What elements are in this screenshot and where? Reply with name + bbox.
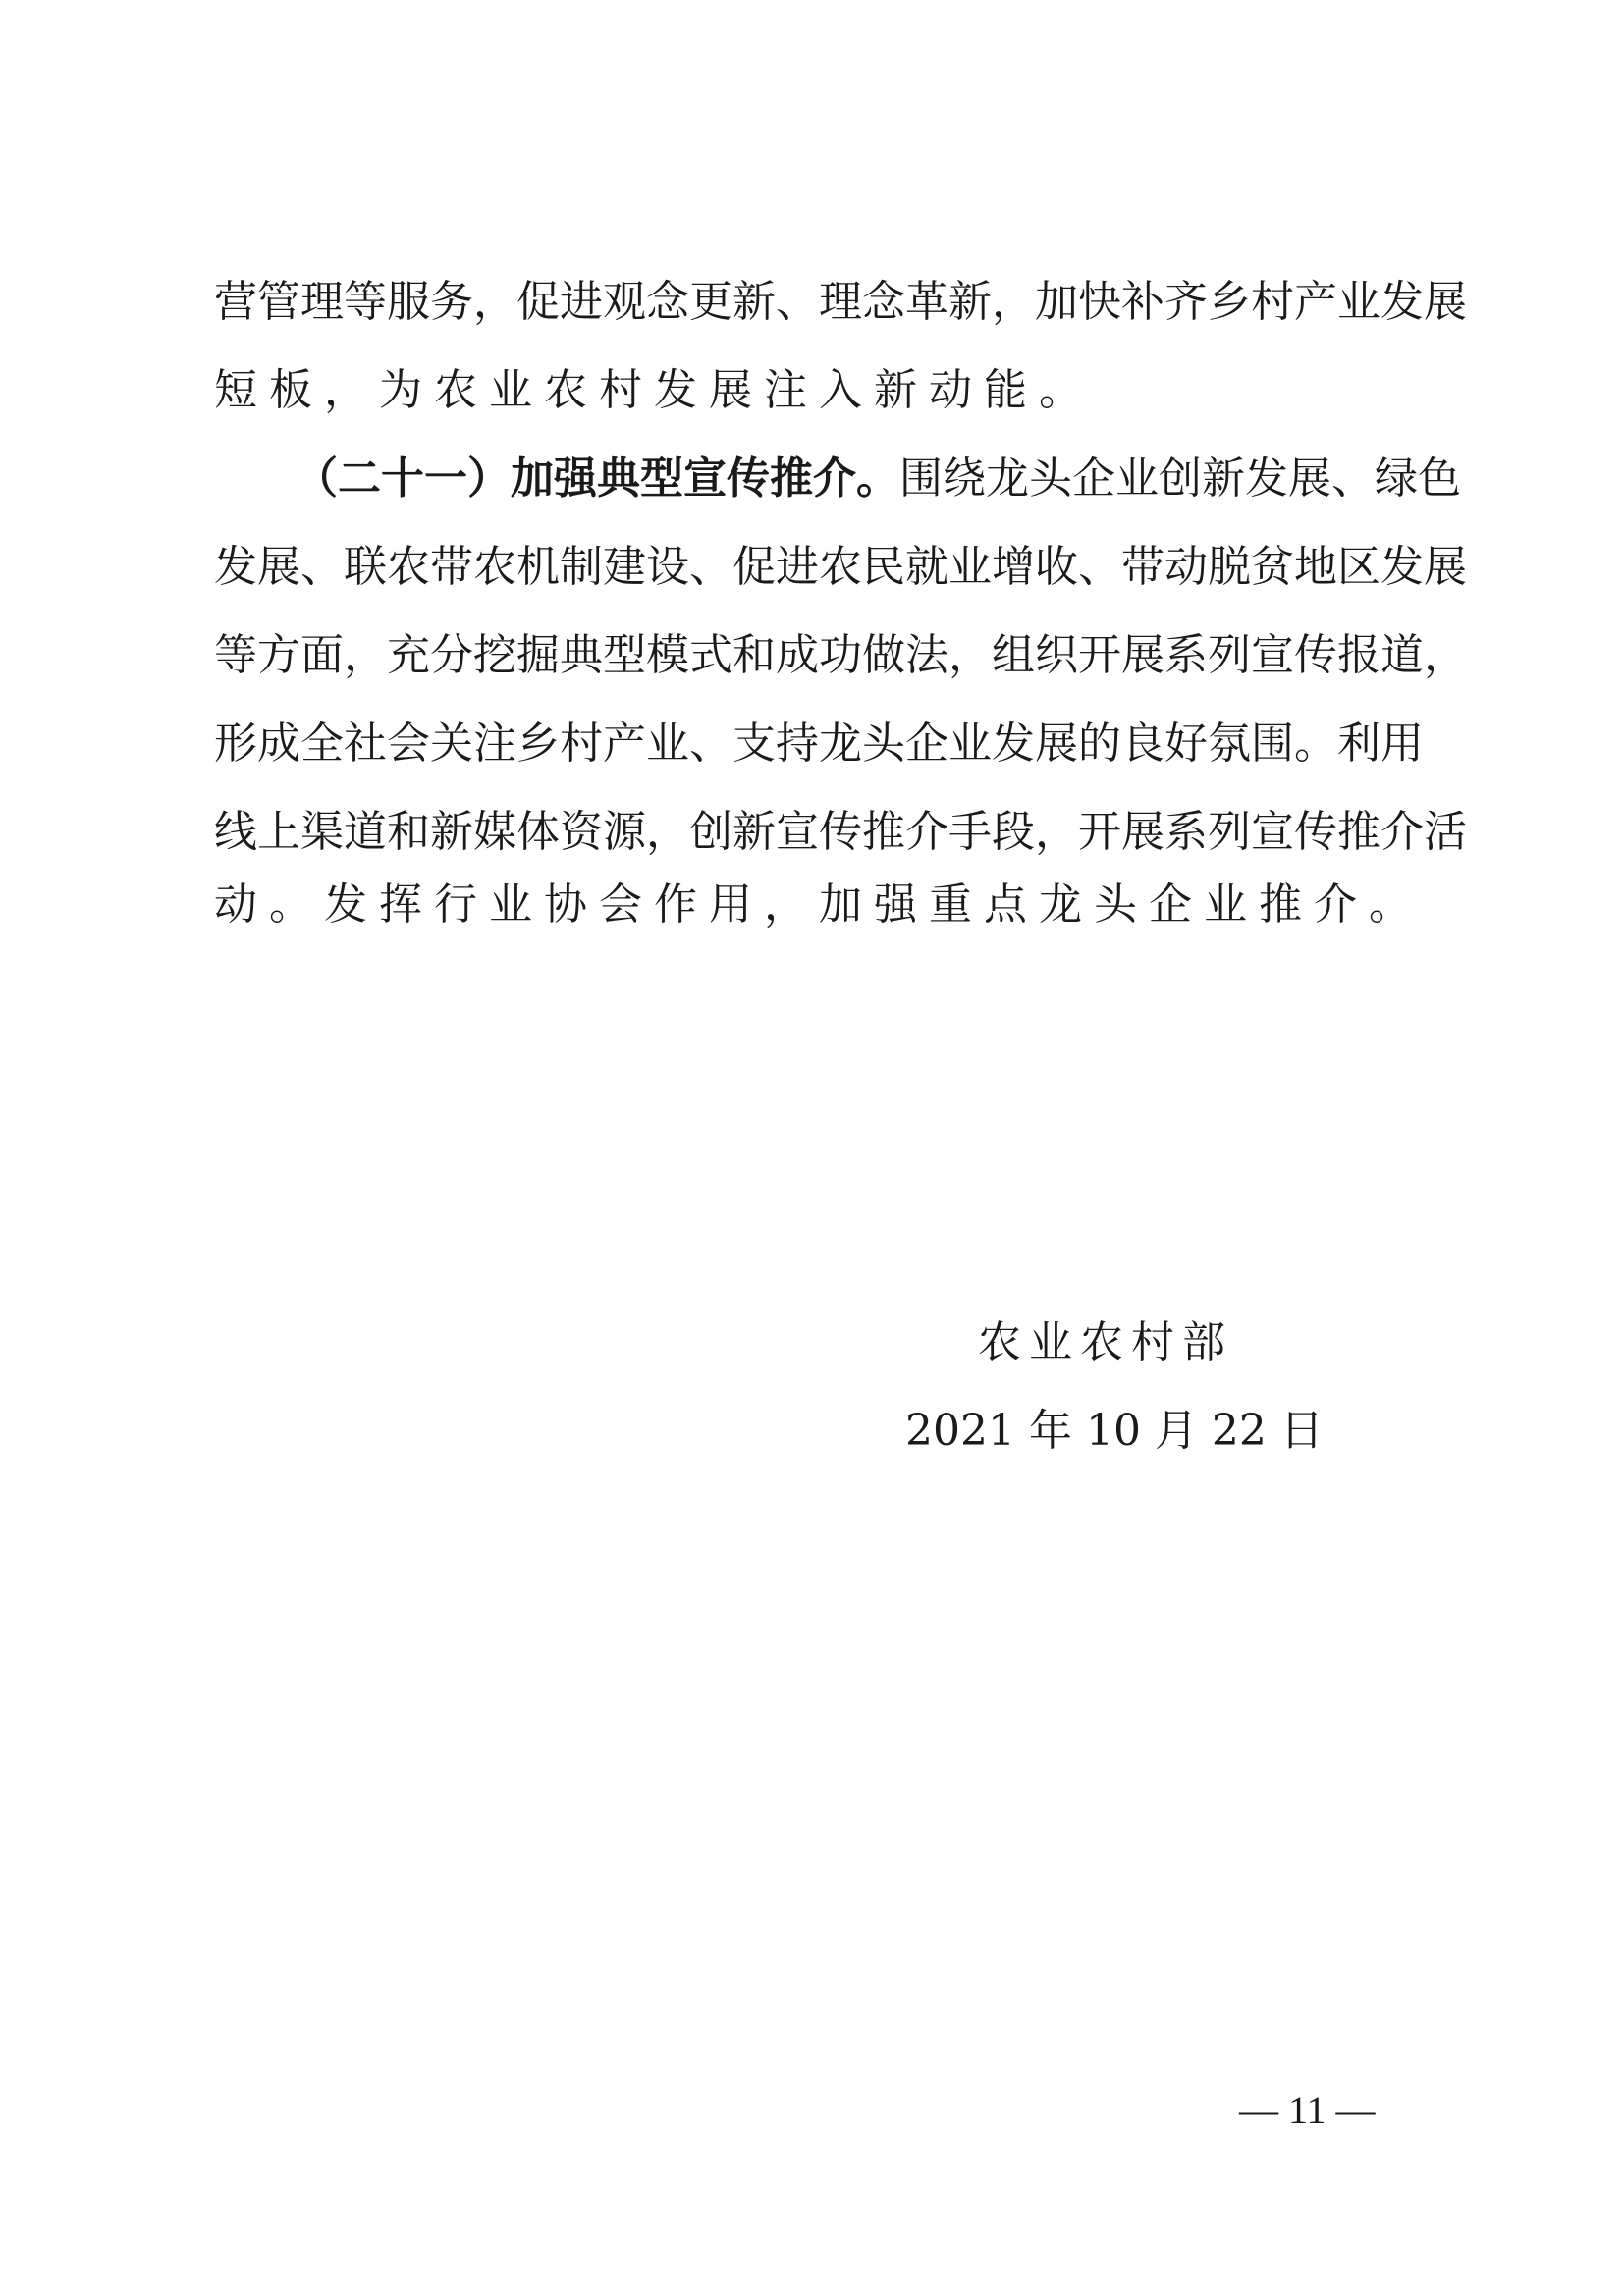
paragraph-line: 营管理等服务，促进观念更新、理念革新，加快补齐乡村产业发展 — [214, 277, 1467, 327]
paragraph-line: 短板，为农业农村发展注入新动能。 — [214, 365, 1094, 415]
paragraph-line: 发展、联农带农机制建设、促进农民就业增收、带动脱贫地区发展 — [214, 542, 1467, 592]
section-heading-line — [295, 450, 1461, 508]
paragraph-line: 线上渠道和新媒体资源，创新宣传推介手段，开展系列宣传推介活 — [214, 807, 1467, 857]
paragraph-line: 等方面，充分挖掘典型模式和成功做法，组织开展系列宣传报道， — [214, 630, 1467, 680]
signature-org: 农业农村部 — [978, 1317, 1233, 1367]
paragraph-line: 形成全社会关注乡村产业、支持龙头企业发展的良好氛围。利用 — [214, 719, 1424, 769]
paragraph-line: 动。发挥行业协会作用，加强重点龙头企业推介。 — [214, 880, 1424, 930]
page-number: — 11 — — [1239, 2088, 1376, 2132]
section-heading: （二十一）加强典型宣传推介。 — [295, 454, 899, 504]
paragraph-text: 围绕龙头企业创新发展、绿色 — [899, 454, 1461, 504]
signature-date: 2021 年 10 月 22 日 — [905, 1406, 1324, 1456]
